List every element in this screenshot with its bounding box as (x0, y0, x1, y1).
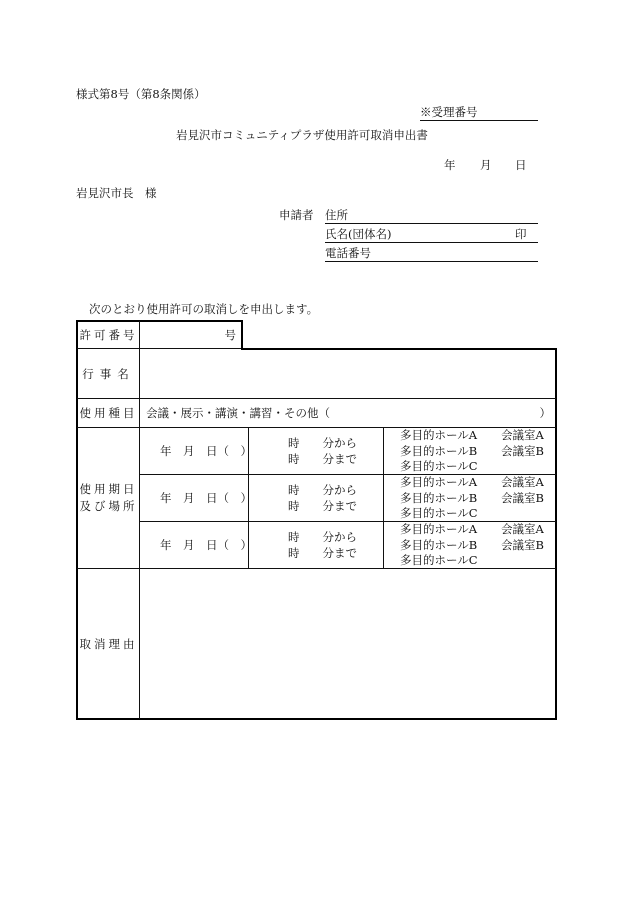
addressee: 岩見沢市長 様 (76, 186, 157, 200)
form-number: 様式第8号（第8条関係） (76, 87, 206, 101)
room-a: 会議室A (501, 475, 544, 489)
period-label-line2: 及び場所 (79, 499, 138, 513)
room-options[interactable] (501, 522, 544, 553)
hall-c: 多目的ホールC (400, 459, 478, 473)
time-to: 時 分まで (288, 452, 357, 466)
time-to: 時 分まで (288, 499, 357, 513)
hall-c: 多目的ホールC (400, 553, 478, 567)
period-label-line1: 使用期日 (79, 482, 138, 496)
period-place-label (78, 428, 139, 568)
hall-b: 多目的ホールB (400, 443, 478, 458)
permit-number-suffix: 号 (224, 328, 236, 342)
use-type-label: 使用種目 (79, 406, 138, 420)
date-year: 年 (444, 158, 456, 172)
time-range[interactable] (288, 435, 357, 467)
address-field[interactable] (325, 207, 538, 224)
room-a: 会議室A (501, 428, 544, 442)
room-options[interactable] (501, 475, 544, 506)
use-type-close-paren: ） (539, 406, 551, 420)
phone-field[interactable] (325, 245, 538, 262)
hall-b: 多目的ホールB (400, 490, 478, 505)
hall-a: 多目的ホールA (400, 522, 478, 536)
address-label: 住所 (325, 208, 348, 222)
permit-number-label: 許可番号 (79, 328, 138, 342)
period-row[interactable] (140, 428, 555, 474)
time-to: 時 分まで (288, 546, 357, 560)
room-a: 会議室A (501, 522, 544, 536)
use-type-options-text: 会議・展示・講演・講習・その他（ (146, 406, 330, 420)
date-field[interactable]: 年 月 日（ ） (160, 491, 252, 505)
hall-options[interactable] (400, 475, 478, 522)
reception-number-label: ※受理番号 (420, 105, 478, 119)
phone-label: 電話番号 (325, 246, 371, 260)
room-b: 会議室B (501, 490, 544, 505)
hall-c: 多目的ホールC (400, 506, 478, 520)
time-from: 時 分から (288, 530, 357, 544)
hall-b: 多目的ホールB (400, 537, 478, 552)
hall-options[interactable] (400, 522, 478, 569)
date-month: 月 (480, 158, 492, 172)
reason-label: 取消理由 (79, 636, 138, 651)
reception-number-field[interactable] (420, 104, 538, 121)
time-from: 時 分から (288, 436, 357, 450)
period-row[interactable] (140, 522, 555, 568)
seal-mark: 印 (515, 227, 527, 241)
hall-a: 多目的ホールA (400, 428, 478, 442)
room-b: 会議室B (501, 537, 544, 552)
date-field[interactable]: 年 月 日（ ） (160, 538, 252, 552)
permit-number-field[interactable] (140, 322, 241, 348)
event-name-label: 行事名 (82, 366, 135, 381)
time-range[interactable] (288, 482, 357, 514)
event-name-field[interactable] (140, 350, 555, 398)
time-range[interactable] (288, 529, 357, 561)
document-title: 岩見沢市コミュニティプラザ使用許可取消申出書 (176, 128, 428, 142)
date-day: 日 (515, 158, 527, 172)
hall-options[interactable] (400, 428, 478, 475)
time-from: 時 分から (288, 483, 357, 497)
use-type-options[interactable] (146, 399, 551, 427)
intro-text: 次のとおり使用許可の取消しを申出します。 (89, 302, 319, 316)
date-field[interactable]: 年 月 日（ ） (160, 444, 252, 458)
room-b: 会議室B (501, 443, 544, 458)
hall-a: 多目的ホールA (400, 475, 478, 489)
name-field[interactable] (325, 226, 538, 243)
applicant-label: 申請者 (279, 208, 314, 222)
name-label: 氏名(団体名) (325, 227, 392, 241)
room-options[interactable] (501, 428, 544, 459)
period-row[interactable] (140, 475, 555, 521)
reason-field[interactable] (140, 569, 555, 718)
